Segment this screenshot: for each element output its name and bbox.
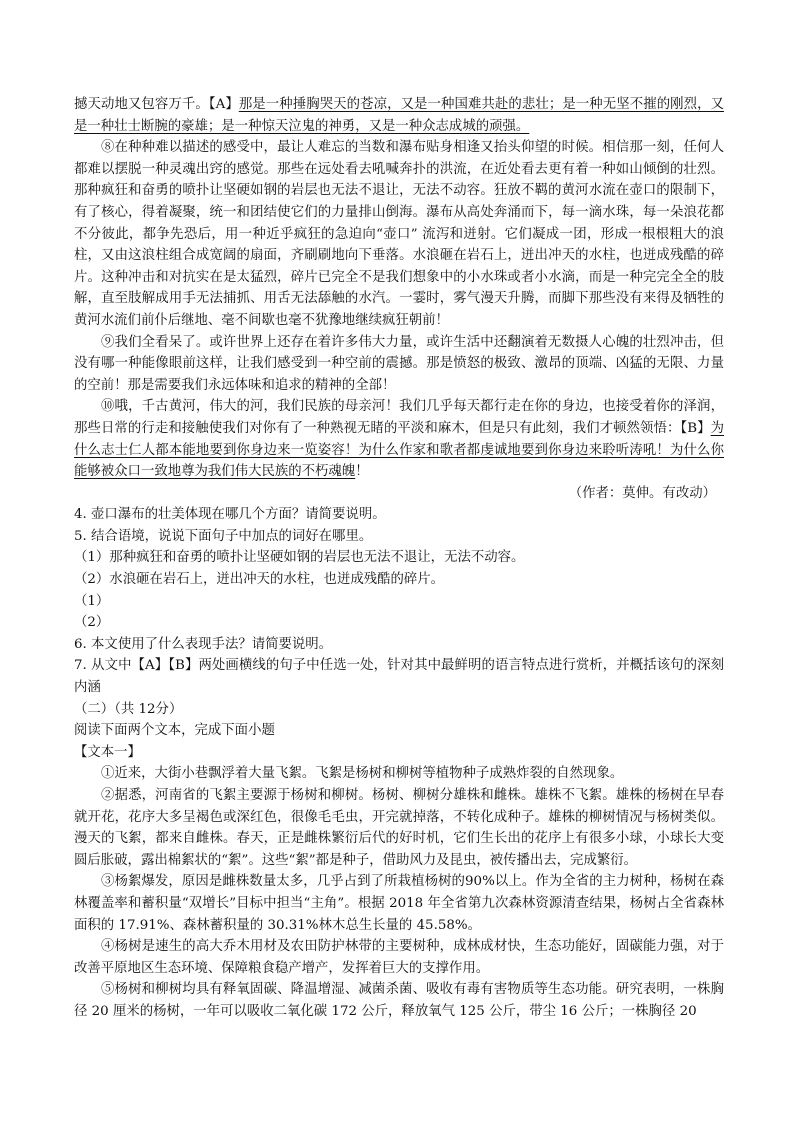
paragraph-9: ⑨我们全看呆了。或许世界上还存在着许多伟大力量，或许生活中还翻演着无数摄人心魄的壮烈冲击，但没有哪一种能像眼前这样，让我们感受到一种空前的震撼。那是愤怒的极致、激昂的顶端、凶猛的无限、力量的空前！那是需要我们永远体味和追求的精神的全部！ (74, 334, 724, 393)
attribution: （作者：莫伸。有改动） (568, 485, 716, 501)
underlined-sentence-a: 那是一种捶胸哭天的苍凉，又是一种国难共赴的悲壮；是一种无坚不摧的刚烈，又是一种壮士断腕的豪雄；是一种惊天泣鬼的神勇，又是一种众志成城的顽强。 (74, 97, 724, 134)
text1-label: 【文本一】 (74, 744, 141, 760)
question-6: 6. 本文使用了什么表现手法？请简要说明。 (74, 636, 333, 652)
question-5-item-2: （2）水浪砸在岩石上，迸出冲天的水柱，也迸成残酷的碎片。 (74, 572, 445, 588)
question-5-item-1: （1）那种疯狂和奋勇的喷扑让坚硬如钢的岩层也无法不退让，无法不动容。 (74, 550, 525, 566)
lead-text: 撼天动地又包容万千。 (74, 97, 209, 112)
text1-paragraph-4: ④杨树是速生的高大乔木用材及农田防护林带的主要树种，成林成材快，生态功能好，固碳能力强，对于改善平原地区生态环境、保障粮食稳产增产，发挥着巨大的支撑作用。 (74, 939, 724, 976)
text1-paragraph-1: ①近来，大街小巷飘浮着大量飞絮。飞絮是杨树和柳树等植物种子成熟炸裂的自然现象。 (101, 766, 624, 782)
marker-a: 【A】 (208, 97, 239, 112)
paragraph-lead (74, 94, 724, 137)
text1-paragraph-5: ⑤杨树和柳树均具有释氧固碳、降温增湿、减菌杀菌、吸收有毒有害物质等生态功能。研究表明，一株胸径 20 厘米的杨树，一年可以吸收二氧化碳 172 公斤，释放氧气 125 公斤，带尘 16 公斤；一株胸径 20 (74, 982, 724, 1019)
question-7: 7. 从文中【A】【B】两处画横线的句子中任选一处，针对其中最鲜明的语言特点进行赏析，并概括该句的深刻内涵 (74, 658, 724, 696)
question-4: 4. 壶口瀑布的壮美体现在哪几个方面？请简要说明。 (74, 507, 386, 523)
document-page (74, 94, 724, 1023)
section-instruction: 阅读下面两个文本，完成下面小题 (74, 723, 275, 739)
answer-blank-2: （2） (74, 615, 110, 631)
paragraph-8: ⑧在种种难以描述的感受中，最让人难忘的当数和瀑布贴身相逢又抬头仰望的时候。相信那一刻，任何人都难以摆脱一种灵魂出窍的感觉。那些在远处看去吼喊奔扑的洪流，在近处看去更有着一种如山倾倒的壮烈。那种疯狂和奋勇的喷扑让坚硬如钢的岩层也无法不退让，无法不动容。狂放不羁的黄河水流在壶口的限制下，有了核心，得着凝聚，统一和团结使它们的力量排山倒海。瀑布从高处奔涌而下，每一滴水珠，每一朵浪花都不分彼此，都争先恐后，用一种近乎疯狂的急迫向“壶口” 流泻和迸射。它们凝成一团，形成一根根粗大的浪柱，又由这浪柱组合成宽阔的扇面，齐刷刷地向下垂落。水浪砸在岩石上，迸出冲天的水柱，也迸成残酷的碎片。这种冲击和对抗实在是太猛烈，碎片已完全不是我们想象中的小水珠或者小水滴，而是一种完完全全的肢解，直至肢解成用手无法捕抓、用舌无法舔触的水汽。一霎时，雾气漫天升腾，而脚下那些没有来得及牺牲的黄河水流们前仆后继地、毫不间歇也毫不犹豫地继续疯狂朝前！ (74, 140, 724, 328)
text1-paragraph-3: ③杨絮爆发，原因是雌株数量太多，几乎占到了所栽植杨树的90%以上。作为全省的主力树种，杨树在森林覆盖率和蓄积量“双增长”目标中担当“主角”。根据 2018 年全省第九次森林资源清查结果，杨树占全省森林面积的 17.91%、森林蓄积量的 30.31%林木总生长量的 45.58%。 (74, 874, 724, 933)
text1-paragraph-2: ②据悉，河南省的飞絮主要源于杨树和柳树。杨树、柳树分雄株和雌株。雄株不飞絮。雄株的杨树在早春就开花，花序大多呈褐色或深红色，很像毛毛虫，开完就掉落，不转化成种子。雄株的柳树情况与杨树类似。漫天的飞絮，都来自雌株。春天，正是雌株繁衍后代的好时机，它们生长出的花序上有很多小球，小球长大变圆后胀破，露出棉絮状的“絮”。这些“絮”都是种子，借助风力及昆虫，被传播出去，完成繁衍。 (74, 788, 724, 868)
paragraph-10-text: ⑩哦，千古黄河，伟大的河，我们民族的母亲河！我们几乎每天都行走在你的身边，也接受着你的泽润，那些日常的行走和接触使我们对你有了一种熟视无睹的平淡和麻木，但是只有此刻，我们才顿然领悟： (74, 399, 724, 436)
underlined-sentence-b: 为什么志士仁人都本能地要到你身边来一览姿容！为什么作家和歌者都虔诚地要到你身边来聆听涛吼！为什么你能够被众口一致地尊为我们伟大民族的不朽魂魄 (74, 420, 725, 480)
paragraph-10-end: ！ (355, 464, 369, 480)
question-5: 5. 结合语境，说说下面句子中加点的词好在哪里。 (74, 528, 373, 544)
paragraph-10 (74, 396, 724, 482)
marker-b: 【B】 (680, 420, 711, 436)
answer-blank-1: （1） (74, 593, 110, 609)
section-heading: （二）（共 12分） (74, 701, 183, 717)
